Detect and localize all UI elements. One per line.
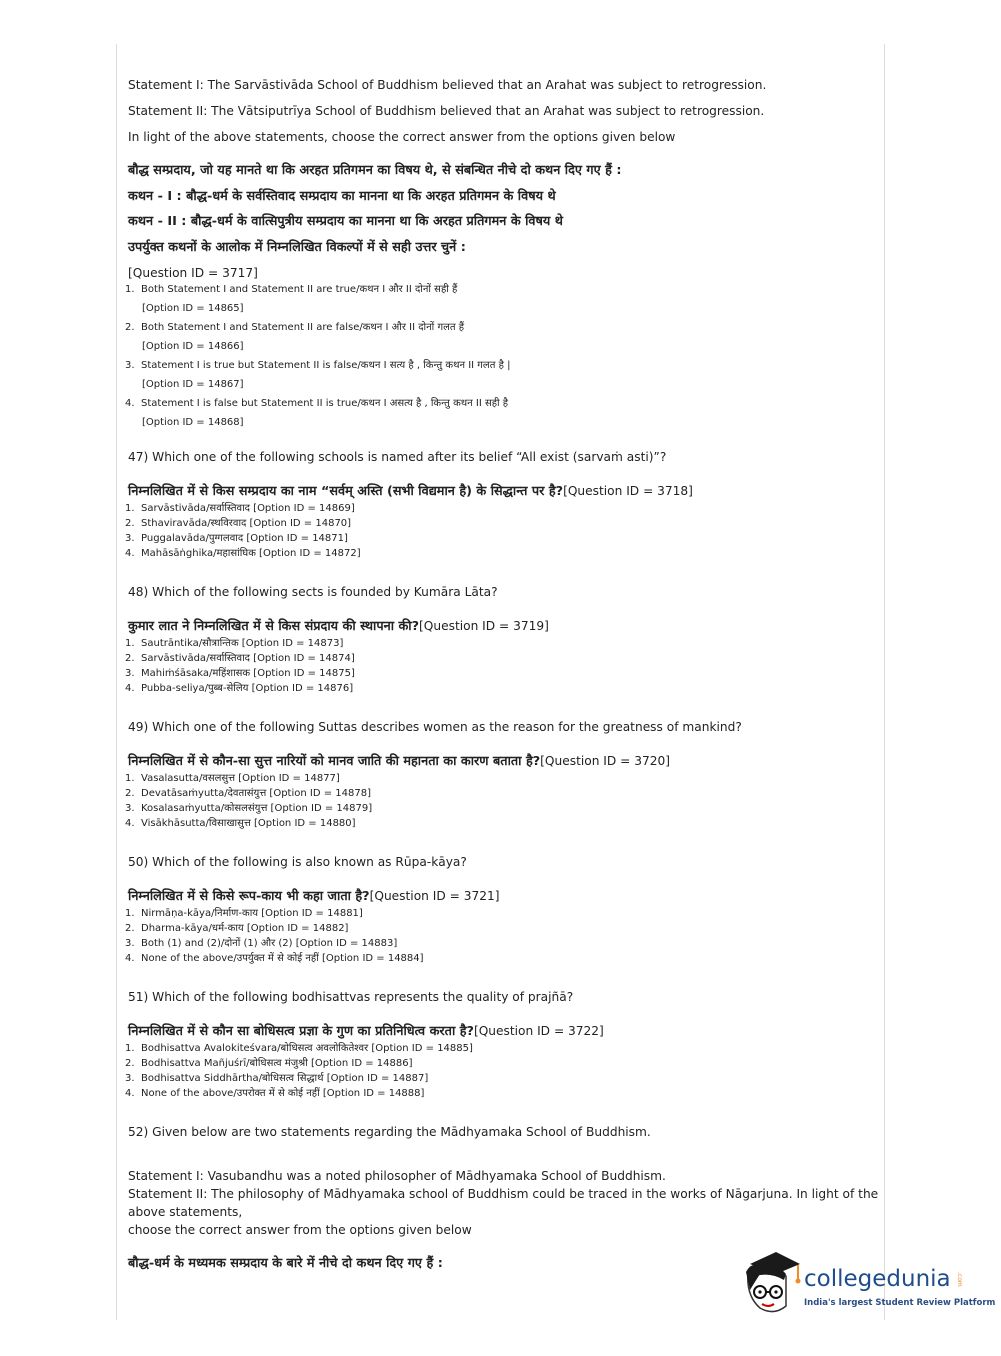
question-text: 48) Which of the following sects is founded by Kumāra Lāta? (128, 585, 498, 599)
option-item[interactable]: 2. Bodhisattva Mañjuśrī/बोधिसत्व मंजुश्री [Option ID = 14886] (125, 1058, 413, 1069)
option-list (125, 501, 868, 561)
option-list (125, 636, 868, 696)
hindi-intro: बौद्ध सम्प्रदाय, जो यह मानते था कि अरहत प्रतिगमन का विषय थे, से संबन्धित नीचे दो कथन दिए गए हैं : (128, 163, 622, 178)
logo-tagline: India's largest Student Review Platform (804, 1298, 996, 1308)
logo-domain: .com (956, 1272, 963, 1287)
option-item[interactable]: 4. Pubba-seliya/पुब्ब-सेलिय [Option ID = 14876] (125, 683, 354, 694)
logo-wordmark: collegedunia (804, 1266, 951, 1292)
option-id: [Option ID = 14868] (142, 417, 244, 428)
option-id: [Option ID = 14865] (142, 303, 244, 314)
collegedunia-logo[interactable] (742, 1250, 996, 1320)
question-text-hindi: निम्नलिखित में से कौन सा बोधिसत्व प्रज्ञा के गुण का प्रतिनिधित्व करता है?[Question ID = 3722] (128, 1024, 604, 1039)
option-item[interactable]: 1. Sautrāntika/सौत्रान्तिक [Option ID = 14873] (125, 638, 344, 649)
option-item[interactable]: 3. Puggalavāda/पुग्गलवाद [Option ID = 14871] (125, 533, 348, 544)
option-id: [Option ID = 14866] (142, 341, 244, 352)
option-item[interactable]: 1. Bodhisattva Avalokiteśvara/बोधिसत्व अवलोकितेश्वर [Option ID = 14885] (125, 1043, 473, 1054)
option-list (125, 771, 868, 831)
option-id: [Option ID = 14867] (142, 379, 244, 390)
right-margin-rule (884, 44, 885, 1320)
question-text-hindi: निम्नलिखित में से किसे रूप-काय भी कहा जाता है?[Question ID = 3721] (128, 889, 500, 904)
option-item[interactable]: 1. Sarvāstivāda/सर्वास्तिवाद [Option ID = 14869] (125, 503, 355, 514)
option-item[interactable]: 1. Nirmāṇa-kāya/निर्माण-काय [Option ID = 14881] (125, 908, 363, 919)
left-margin-rule (116, 44, 117, 1320)
statement-1: Statement I: The Sarvāstivāda School of Buddhism believed that an Arahat was subject to retrogression. (128, 78, 767, 92)
option-list (125, 282, 868, 297)
option-item[interactable]: 2. Dharma-kāya/धर्म-काय [Option ID = 14882] (125, 923, 349, 934)
question-50 (125, 853, 868, 966)
statement-1: Statement I: Vasubandhu was a noted philosopher of Mādhyamaka School of Buddhism. (128, 1169, 666, 1183)
question-id: [Question ID = 3717] (128, 266, 258, 280)
question-text-hindi: बौद्ध-धर्म के मध्यमक सम्प्रदाय के बारे में नीचे दो कथन दिए गए हैं : (128, 1256, 443, 1271)
question-text: 47) Which one of the following schools is named after its belief “All exist (sarvaṁ asti)”? (128, 450, 667, 464)
hindi-statement-1: कथन - I : बौद्ध-धर्म के सर्वस्तिवाद सम्प्रदाय का मानना था कि अरहत प्रतिगमन के विषय थे (128, 188, 556, 204)
option-item[interactable]: 4. Visākhāsutta/विसाखासुत्त [Option ID = 14880] (125, 818, 356, 829)
hindi-instruction: उपर्युक्त कथनों के आलोक में निम्नलिखित विकल्पों में से सही उत्तर चुनें : (128, 239, 466, 255)
option-item[interactable]: 4. None of the above/उपर्युक्त में से कोई नहीं [Option ID = 14884] (125, 953, 424, 964)
option-item[interactable]: 4. None of the above/उपरोक्त में से कोई नहीं [Option ID = 14888] (125, 1088, 425, 1099)
question-text-hindi: निम्नलिखित में से कौन-सा सुत्त नारियों को मानव जाति की महानता का कारण बताता है?[Question ID = 3720] (128, 754, 671, 769)
option-item[interactable]: 3. Bodhisattva Siddhārtha/बोधिसत्व सिद्धार्थ [Option ID = 14887] (125, 1073, 429, 1084)
question-49 (125, 718, 868, 831)
instruction: choose the correct answer from the options given below (128, 1223, 472, 1237)
question-block-46 (125, 72, 868, 430)
option-item[interactable]: 3. Kosalasaṁyutta/कोसलसंयुत्त [Option ID = 14879] (125, 803, 373, 814)
option-item[interactable]: 2. Sthaviravāda/स्थविरवाद [Option ID = 14870] (125, 518, 352, 529)
question-47 (125, 448, 868, 561)
option-item[interactable]: 2. Both Statement I and Statement II are false/कथन I और II दोनों गलत हैं (125, 322, 465, 333)
option-item[interactable]: 2. Sarvāstivāda/सर्वास्तिवाद [Option ID = 14874] (125, 653, 355, 664)
option-item[interactable]: 4. Statement I is false but Statement II is true/कथन I असत्य है , किन्तु कथन II सही है (125, 398, 509, 409)
hindi-statement-2: कथन - II : बौद्ध-धर्म के वात्सिपुत्रीय सम्प्रदाय का मानना था कि अरहत प्रतिगमन के विषय थे (128, 214, 563, 229)
question-text-hindi: कुमार लात ने निम्नलिखित में से किस संप्रदाय की स्थापना की?[Question ID = 3719] (128, 619, 549, 634)
option-list (125, 1041, 868, 1101)
option-item[interactable]: 3. Both (1) and (2)/दोनों (1) और (2) [Option ID = 14883] (125, 938, 398, 949)
option-item[interactable]: 1. Vasalasutta/वसलसुत्त [Option ID = 14877] (125, 773, 340, 784)
question-text: 51) Which of the following bodhisattvas represents the quality of prajñā? (128, 990, 574, 1004)
option-item[interactable]: 4. Mahāsāṅghika/महासांघिक [Option ID = 14872] (125, 548, 361, 559)
question-text: 49) Which one of the following Suttas describes women as the reason for the greatness of mankind? (128, 720, 742, 734)
option-list (125, 906, 868, 966)
question-text: 52) Given below are two statements regarding the Mādhyamaka School of Buddhism. (128, 1125, 651, 1139)
option-item[interactable]: 3. Mahiṁśāsaka/महिंशासक [Option ID = 14875] (125, 668, 355, 679)
question-51 (125, 988, 868, 1101)
question-text: 50) Which of the following is also known as Rūpa-kāya? (128, 855, 467, 869)
instruction: In light of the above statements, choose the correct answer from the options given below (128, 130, 676, 144)
option-item[interactable]: 2. Devatāsaṁyutta/देवतासंयुत्त [Option ID = 14878] (125, 788, 371, 799)
statement-2: Statement II: The philosophy of Mādhyamaka school of Buddhism could be traced in the works of Nāgarjuna. In light of the (128, 1187, 879, 1201)
question-48 (125, 583, 868, 696)
statement-2: Statement II: The Vātsiputrīya School of Buddhism believed that an Arahat was subject to retrogression. (128, 104, 765, 118)
question-page (125, 72, 879, 1273)
statement-2-continued: above statements, (128, 1205, 243, 1219)
question-text-hindi: निम्नलिखित में से किस सम्प्रदाय का नाम “सर्वम् अस्ति (सभी विद्यमान है) के सिद्धान्त पर है?[Question ID = 3718] (128, 484, 693, 499)
option-item[interactable]: 3. Statement I is true but Statement II is false/कथन I सत्य है , किन्तु कथन II गलत है | (125, 360, 511, 371)
mascot-icon (742, 1250, 802, 1320)
option-item[interactable]: 1. Both Statement I and Statement II are true/कथन I और II दोनों सही हैं (125, 284, 458, 295)
